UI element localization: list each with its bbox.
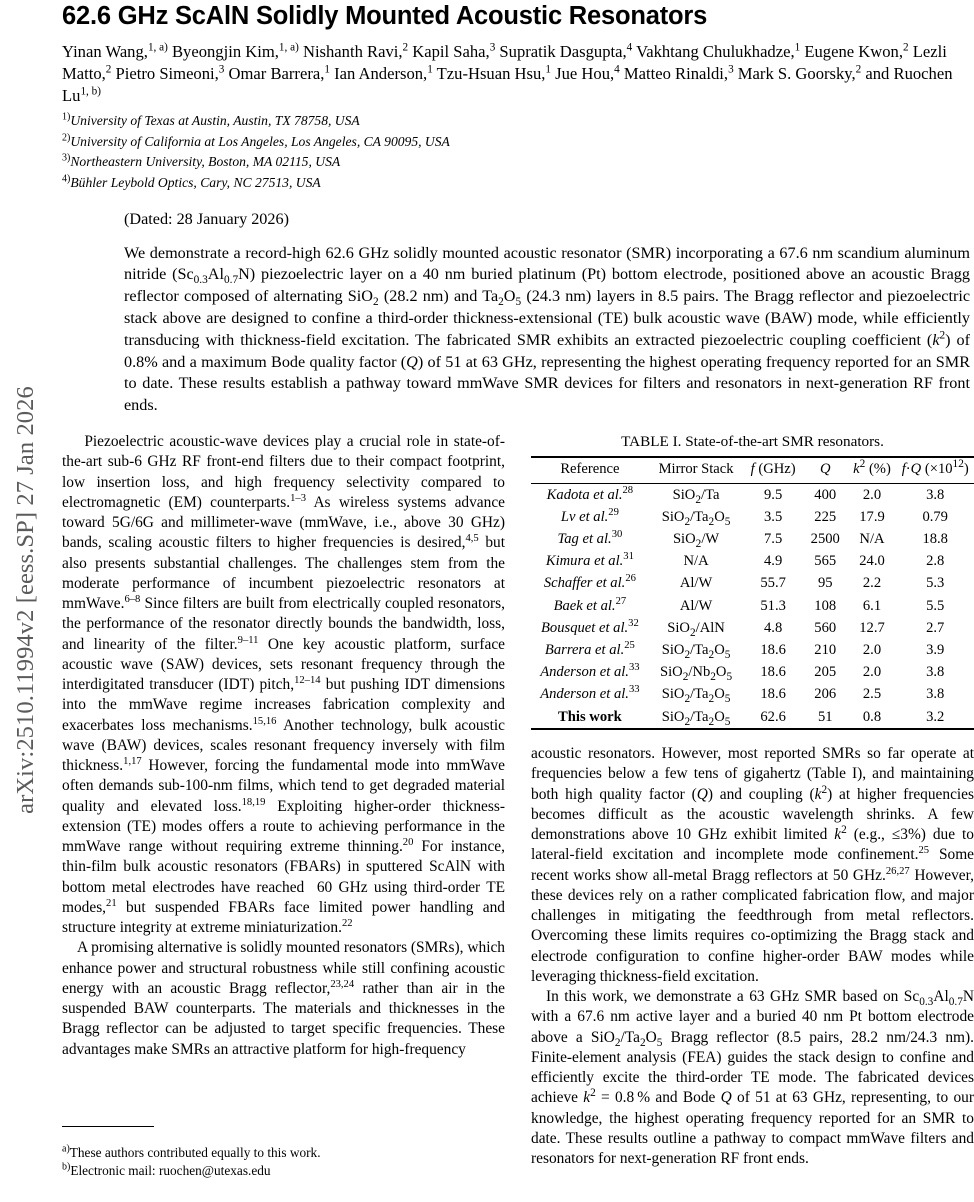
cell-q: 210 (814, 641, 837, 658)
table-row (531, 551, 974, 573)
affiliation-item (62, 132, 974, 153)
paper-content (62, 0, 974, 1200)
cell-k2: N/A (859, 531, 885, 548)
paragraph-operate: acoustic resonators. However, most reported SMRs so far operate at frequencies below a few tens of gigahertz (Table I), and maintaining both high quality factor (Q) and coupling $(k^2)$ at higher frequencies becomes difficult as the acoustic wavelength shrinks. A few demonstrations above 10 GHz exhibit limited $k^2$ (e.g., ≤3%) due to lateral-field excitation and incomplete mode confinement.$^{25}$ Some recent works show all-metal Bragg reflectors at 50 GHz.$^{26,27}$ However, these devices rely on a rather complicated fabrication flow, and major challenges in mitigating the feedthrough from metal reflectors. Overcoming these limits requires co-optimizing the Bragg stack and electrode configuration to confine higher-order BAW modes while leveraging thickness-field excitation. (531, 745, 974, 985)
cell-reference: Anderson et al.$^{33}$ (540, 684, 640, 703)
cell-f: 18.6 (760, 641, 786, 658)
cell-f: 4.8 (764, 619, 783, 636)
abstract-text: We demonstrate a record-high 62.6 GHz solidly mounted acoustic resonator (SMR) incorporating a 67.6 nm scandium aluminum nitride $(Sc_{0.3}Al_{0.7}N)$ piezoelectric layer on a 40 nm buried platinum (Pt) bottom electrode, positioned above an acoustic Bragg reflector composed of alternating SiO$_2$ (28.2 nm) and $Ta_2O_5$ (24.3 nm) layers in 8.5 pairs. The Bragg reflector and piezoelectric stack above are designed to confine a third-order thickness-extensional (TE) bulk acoustic wave (BAW) mode, while efficiently transducing with thickness-field excitation. The fabricated SMR exhibits an extracted piezoelectric coupling coefficient $(k^2)$ of 0.8% and a maximum Bode quality factor (Q) of 51 at 63 GHz, representing the highest operating frequency reported for an SMR to date. These results establish a pathway toward mmWave SMR devices for filters and resonators in next-generation RF front ends. (124, 243, 971, 415)
smr-comparison-table (531, 456, 974, 730)
cell-k2: 24.0 (859, 553, 885, 570)
cell-fq: 3.2 (926, 708, 945, 725)
cell-stack: $SiO_2/Ta_2O_5$ (661, 641, 731, 661)
cell-f: 62.6 (760, 708, 786, 725)
table-caption: TABLE I. State-of-the-art SMR resonators. (621, 433, 884, 450)
table-row (531, 484, 974, 507)
cell-reference: This work (558, 708, 622, 725)
left-column (62, 432, 505, 1202)
table-i (531, 432, 974, 730)
cell-q: 560 (814, 619, 837, 636)
cell-q: 51 (817, 708, 833, 725)
footnote-marker: b) (62, 1161, 71, 1173)
cell-k2: 0.8 (862, 708, 882, 725)
cell-fq: 18.8 (922, 531, 948, 548)
cell-q: 400 (803, 484, 848, 507)
cell-k2: 2.5 (862, 686, 882, 703)
cell-fq: 3.8 (896, 484, 974, 507)
cell-k2: 6.1 (862, 597, 882, 614)
table-row-this-work (531, 706, 974, 729)
cell-k2: 17.9 (859, 508, 885, 525)
cell-fq: 3.8 (926, 686, 945, 703)
cell-reference: Lv et al.$^{29}$ (560, 507, 619, 525)
table-row (531, 639, 974, 661)
cell-reference: Anderson et al.$^{33}$ (540, 662, 640, 681)
cell-f: 3.5 (764, 508, 783, 525)
cell-f: 4.9 (764, 553, 783, 570)
cell-fq: 0.79 (922, 508, 948, 525)
affiliation-marker: 4) (62, 173, 71, 185)
affiliation-text: Bühler Leybold Optics, Cary, NC 27513, USA (70, 174, 321, 190)
affiliation-item (62, 111, 974, 132)
cell-stack: Al/W (679, 575, 713, 592)
th-fq: f·Q $(\times 10^{12})$ (901, 458, 969, 478)
table-body (531, 484, 974, 731)
cell-reference: Bousquet et al.$^{32}$ (541, 617, 639, 636)
table-row (531, 684, 974, 706)
date-line: (Dated: 28 January 2026) (124, 209, 289, 228)
table-row (531, 573, 974, 595)
cell-reference: Kadota et al.$^{28}$ (531, 484, 649, 507)
footnote-item (62, 1144, 505, 1162)
right-column (531, 432, 974, 1202)
cell-q: 95 (817, 575, 833, 592)
affiliation-text: Northeastern University, Boston, MA 02115, USA (70, 154, 341, 170)
table-row (531, 506, 974, 528)
cell-f: 9.5 (743, 484, 803, 507)
cell-stack: SiO$_2$/W (672, 531, 720, 550)
table-row (531, 617, 974, 639)
page-title: 62.6 GHz ScAlN Solidly Mounted Acoustic Resonators (62, 2, 708, 30)
paragraph-intro: Piezoelectric acoustic-wave devices play a crucial role in state-of-the-art sub-6 GHz RF front-end filters due to their compact footprint, low insertion loss, and high frequency selectivity compared to electromagnetic (EM) counterparts.$^{1-3}$ As wireless systems advance toward 5G/6G and millimeter-wave (mmWave, i.e., above 30 GHz) bands, scaling acoustic filters to higher frequencies is desired,$^{4,5}$ but also presents substantial challenges. The challenges stem from the moderate performance of incumbent piezoelectric resonators at mmWave.$^{6-8}$ Since filters are built from electrically coupled resonators, the performance of the resonator directly bounds the bandwidth, loss, and linearity of the filter.$^{9-11}$ One key acoustic platform, surface acoustic wave (SAW) devices, sets resonant frequency through the interdigitated transducer (IDT) pitch,$^{12-14}$ but pushing IDT dimensions into the mmWave regime increases fabrication complexity and exacerbates loss mechanisms.$^{15,16}$ Another technology, bulk acoustic wave (BAW) devices, scales resonant frequency inversely with film thickness.$^{1,17}$ However, forcing the fundamental mode into mmWave often demands sub-100-nm films, which tend to get degraded material quality and elevated loss.$^{18,19}$ Exploiting higher-order thickness-extension (TE) modes offers a route to achieving performance in the mmWave range without requiring extreme thinning.$^{20}$ For instance, thin-film bulk acoustic resonators (FBARs) in sputtered ScAlN with bottom metal electrodes have reached 60 GHz using third-order TE modes,$^{21}$ but suspended FBARs face limited power handling and structure integrity at extreme miniaturization.$^{22}$ (62, 433, 506, 936)
table-row (531, 595, 974, 617)
cell-reference: Baek et al.$^{27}$ (553, 595, 627, 614)
cell-fq: 5.3 (926, 575, 945, 592)
cell-fq: 2.7 (926, 619, 945, 636)
author-list: Yinan Wang,$^{1, a)}$ Byeongjin Kim,$^{1, a)}$ Nishanth Ravi,$^2$ Kapil Saha,$^3$ Supratik Dasgupta,$^4$ Vakhtang Chulukhadze,$^1$ Eugene Kwon,$^2$ Lezli Matto,$^2$ Pietro Simeoni,$^3$ Omar Barrera,$^1$ Ian Anderson,$^1$ Tzu-Hsuan Hsu,$^1$ Jue Hou,$^4$ Matteo Rinaldi,$^3$ Mark S. Goorsky,$^2$ and Ruochen Lu$^{1, b)}$ (62, 41, 953, 105)
footnote-text: Electronic mail: ruochen@utexas.edu (70, 1162, 271, 1178)
cell-fq: 3.9 (926, 641, 945, 658)
affiliation-marker: 3) (62, 152, 71, 164)
affiliation-marker: 1) (62, 111, 71, 123)
th-frequency: f (GHz) (750, 461, 796, 478)
cell-fq: 3.8 (926, 664, 945, 681)
th-k2: $k^2$ (%) (853, 458, 891, 478)
cell-fq: 5.5 (926, 597, 945, 614)
body-columns (62, 432, 974, 1202)
paragraph-smr: A promising alternative is solidly mounted resonators (SMRs), which enhance power and structural robustness while still confining acoustic energy with an acoustic Bragg reflector,$^{23,24}$ rather than air in the suspended BAW counterparts. The materials and thicknesses in the Bragg reflector can be adjusted to target specific frequencies. These advantages make SMRs an attractive platform for high-frequency (62, 939, 505, 1058)
cell-stack: Al/W (679, 597, 713, 614)
th-mirror-stack: Mirror Stack (658, 461, 734, 478)
footnote-marker: a) (62, 1143, 70, 1155)
cell-q: 225 (814, 508, 837, 525)
table-bottom-rule (531, 729, 974, 730)
cell-stack: SiO$_2$/Ta (649, 484, 744, 507)
arxiv-stamp: arXiv:2510.11994v2 [eess.SP] 27 Jan 2026 (12, 386, 39, 814)
cell-stack: N/A (683, 553, 709, 570)
cell-f: 51.3 (760, 597, 786, 614)
abstract (124, 243, 970, 417)
footnotes (62, 1126, 505, 1180)
table-row (531, 529, 974, 551)
cell-f: 7.5 (764, 531, 783, 548)
footnote-item (62, 1162, 505, 1180)
affiliation-item (62, 173, 974, 194)
footnote-divider (62, 1126, 154, 1127)
footnote-text: These authors contributed equally to this work. (69, 1145, 321, 1160)
cell-reference: Kimura et al.$^{31}$ (545, 551, 634, 570)
cell-stack: $SiO_2/Nb_2O_5$ (659, 664, 733, 684)
affiliation-text: University of Texas at Austin, Austin, TX 78758, USA (70, 113, 360, 128)
paragraph-this-work: In this work, we demonstrate a 63 GHz SMR based on $Sc_{0.3}Al_{0.7}N$ with a 67.6 nm active layer and a buried 40 nm Pt bottom electrode above a $SiO_2/Ta_2O_5$ Bragg reflector (8.5 pairs, 28.2 nm/24.3 nm). Finite-element analysis (FEA) guides the stack design to confine and efficiently excite the third-order TE mode. The fabricated devices achieve $k^2 = 0.8$ % and Bode Q of 51 at 63 GHz, representing, to our knowledge, the highest operating frequency reported for an SMR to date. These results outline a pathway to compact mmWave filters and resonators for next-generation RF front ends. (531, 988, 974, 1168)
cell-k2: 2.0 (862, 641, 882, 658)
cell-q: 108 (814, 597, 837, 614)
cell-stack: $SiO_2/Ta_2O_5$ (661, 508, 731, 528)
affiliation-item (62, 152, 974, 173)
cell-reference: Barrera et al.$^{25}$ (544, 640, 635, 658)
th-q: Q (819, 461, 831, 478)
cell-k2: 2.0 (848, 484, 897, 507)
cell-k2: 2.2 (862, 575, 882, 592)
cell-f: 55.7 (760, 575, 786, 592)
affiliation-list (62, 111, 974, 194)
affiliation-marker: 2) (62, 132, 71, 144)
cell-reference: Schaffer et al.$^{26}$ (543, 573, 636, 592)
th-reference: Reference (560, 461, 620, 478)
cell-stack: $SiO_2/Ta_2O_5$ (661, 686, 731, 706)
cell-q: 565 (814, 553, 837, 570)
cell-k2: 2.0 (862, 664, 882, 681)
cell-reference: Tag et al.$^{30}$ (557, 529, 623, 548)
cell-q: 2500 (810, 531, 840, 548)
cell-f: 18.6 (760, 686, 786, 703)
cell-fq: 2.8 (926, 553, 945, 570)
cell-q: 205 (814, 664, 837, 681)
cell-f: 18.6 (760, 664, 786, 681)
cell-stack: SiO$_2$/AlN (667, 619, 725, 639)
affiliation-text: University of California at Los Angeles, Los Angeles, CA 90095, USA (70, 133, 450, 149)
table-row (531, 662, 974, 684)
cell-stack: $SiO_2/Ta_2O_5$ (661, 708, 731, 728)
cell-k2: 12.7 (859, 619, 885, 636)
cell-q: 206 (814, 686, 837, 703)
table-header-row (531, 458, 974, 484)
